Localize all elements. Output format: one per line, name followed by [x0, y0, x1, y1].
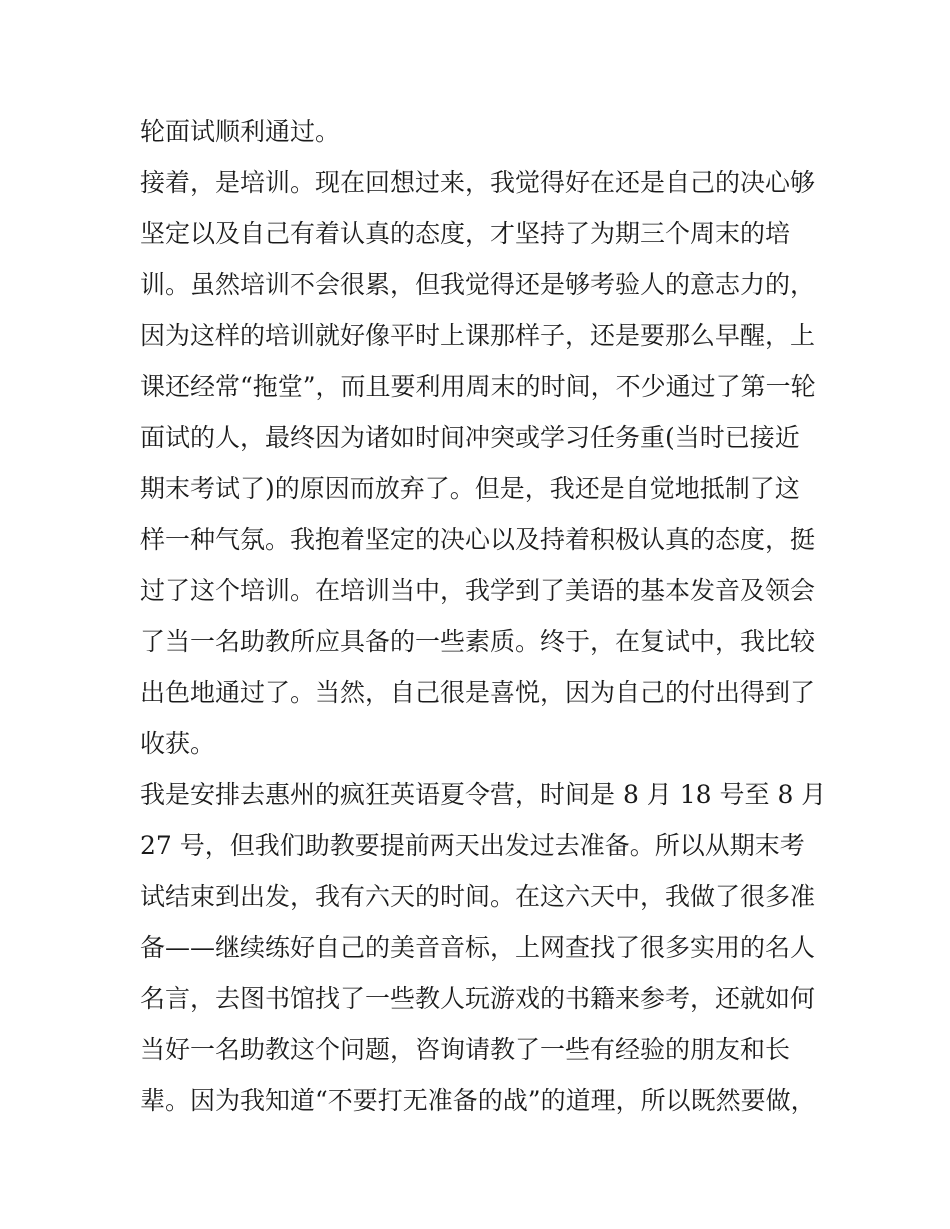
document-body — [140, 106, 827, 1126]
text-line: 面试的人，最终因为诸如时间冲突或学习任务重(当时已接近 — [140, 423, 800, 452]
text-line: 了当一名助教所应具备的一些素质。终于，在复试中，我比较 — [140, 627, 816, 656]
text-line: 辈。因为我知道“不要打无准备的战”的道理，所以既然要做， — [140, 1086, 816, 1115]
text-line: 27 号，但我们助教要提前两天出发过去准备。所以从期末考 — [140, 831, 805, 860]
text-line: 收获。 — [140, 729, 216, 758]
text-line: 试结束到出发，我有六天的时间。在这六天中，我做了很多准 — [140, 882, 816, 911]
text-line: 期末考试了)的原因而放弃了。但是，我还是自觉地抵制了这 — [140, 474, 800, 503]
text-line: 训。虽然培训不会很累，但我觉得还是够考验人的意志力的， — [140, 270, 816, 299]
text-line: 样一种气氛。我抱着坚定的决心以及持着积极认真的态度，挺 — [140, 525, 816, 554]
text-line: 名言，去图书馆找了一些教人玩游戏的书籍来参考，还就如何 — [140, 984, 816, 1013]
text-line: 接着，是培训。现在回想过来，我觉得好在还是自己的决心够 — [140, 168, 816, 197]
text-line: 当好一名助教这个问题，咨询请教了一些有经验的朋友和长 — [140, 1035, 791, 1064]
text-line: 轮面试顺利通过。 — [140, 117, 341, 146]
text-line: 我是安排去惠州的疯狂英语夏令营，时间是 8 月 18 号至 8 月 — [140, 780, 827, 809]
text-line: 坚定以及自己有着认真的态度，才坚持了为期三个周末的培 — [140, 219, 791, 248]
text-line: 课还经常“拖堂”，而且要利用周末的时间，不少通过了第一轮 — [140, 372, 816, 401]
text-line: 过了这个培训。在培训当中，我学到了美语的基本发音及领会 — [140, 576, 816, 605]
text-line: 备——继续练好自己的美音音标，上网查找了很多实用的名人 — [140, 933, 816, 962]
text-line: 因为这样的培训就好像平时上课那样子，还是要那么早醒，上 — [140, 321, 816, 350]
text-line: 出色地通过了。当然，自己很是喜悦，因为自己的付出得到了 — [140, 678, 816, 707]
